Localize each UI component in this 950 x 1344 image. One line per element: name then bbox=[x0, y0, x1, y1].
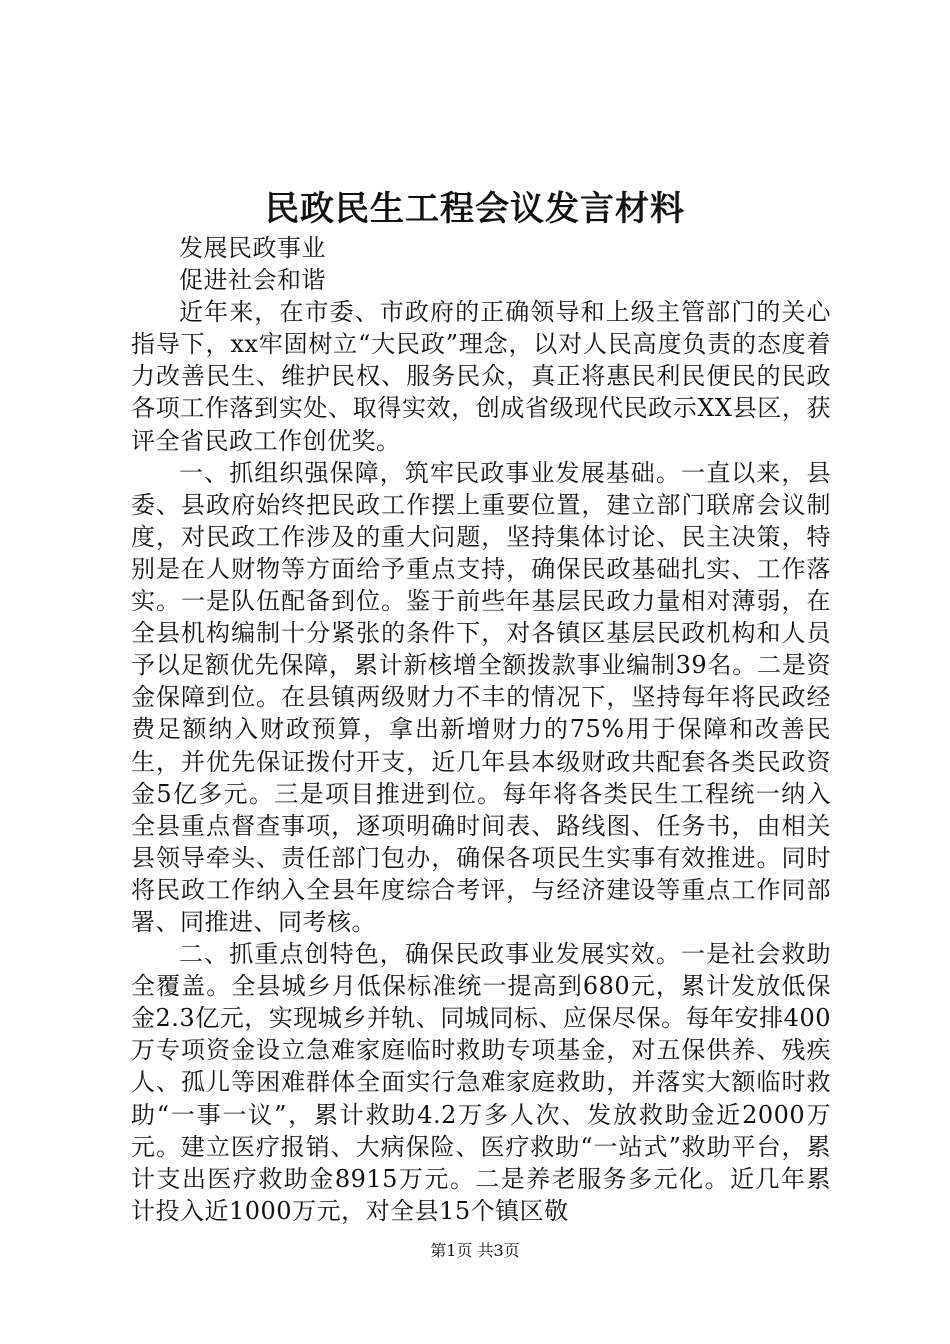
document-body bbox=[131, 232, 831, 1227]
paragraph-section-2: 二、抓重点创特色，确保民政事业发展实效。一是社会救助全覆盖。全县城乡月低保标准统一提高到680元，累计发放低保金2.3亿元，实现城乡并轨、同城同标、应保尽保。每年安排400万专项资金设立急难家庭临时救助专项基金，对五保供养、残疾人、孤儿等困难群体全面实行急难家庭救助，并落实大额临时救助“一事一议”，累计救助4.2万多人次、发放救助金近2000万元。建立医疗报销、大病保险、医疗救助“一站式”救助平台，累计支出医疗救助金8915万元。二是养老服务多元化。近几年累计投入近1000万元，对全县15个镇区敬 bbox=[131, 940, 831, 1225]
subtitle-line-1: 发展民政事业 bbox=[179, 234, 326, 262]
page-footer: 第1页 共3页 bbox=[430, 1241, 520, 1260]
document-title: 民政民生工程会议发言材料 bbox=[265, 189, 685, 229]
paragraph-intro: 近年来，在市委、市政府的正确领导和上级主管部门的关心指导下，xx牢固树立“大民政”理念，以对人民高度负责的态度着力改善民生、维护民权、服务民众，真正将惠民利民便民的民政各项工作落到实处、取得实效，创成省级现代民政示XX县区，获评全省民政工作创优奖。 bbox=[131, 298, 831, 455]
paragraph-section-1: 一、抓组织强保障，筑牢民政事业发展基础。一直以来，县委、县政府始终把民政工作摆上重要位置，建立部门联席会议制度，对民政工作涉及的重大问题，坚持集体讨论、民主决策，特别是在人财物等方面给予重点支持，确保民政基础扎实、工作落实。一是队伍配备到位。鉴于前些年基层民政力量相对薄弱，在全县机构编制十分紧张的条件下，对各镇区基层民政机构和人员予以足额优先保障，累计新核增全额拨款事业编制39名。二是资金保障到位。在县镇两级财力不丰的情况下，坚持每年将民政经费足额纳入财政预算，拿出新增财力的75%用于保障和改善民生，并优先保证拨付开支，近几年县本级财政共配套各类民政资金5亿多元。三是项目推进到位。每年将各类民生工程统一纳入全县重点督查事项，逐项明确时间表、路线图、任务书，由相关县领导牵头、责任部门包办，确保各项民生实事有效推进。同时将民政工作纳入全县年度综合考评，与经济建设等重点工作同部署、同推进、同考核。 bbox=[131, 458, 831, 936]
subtitle-line-2: 促进社会和谐 bbox=[179, 266, 326, 295]
